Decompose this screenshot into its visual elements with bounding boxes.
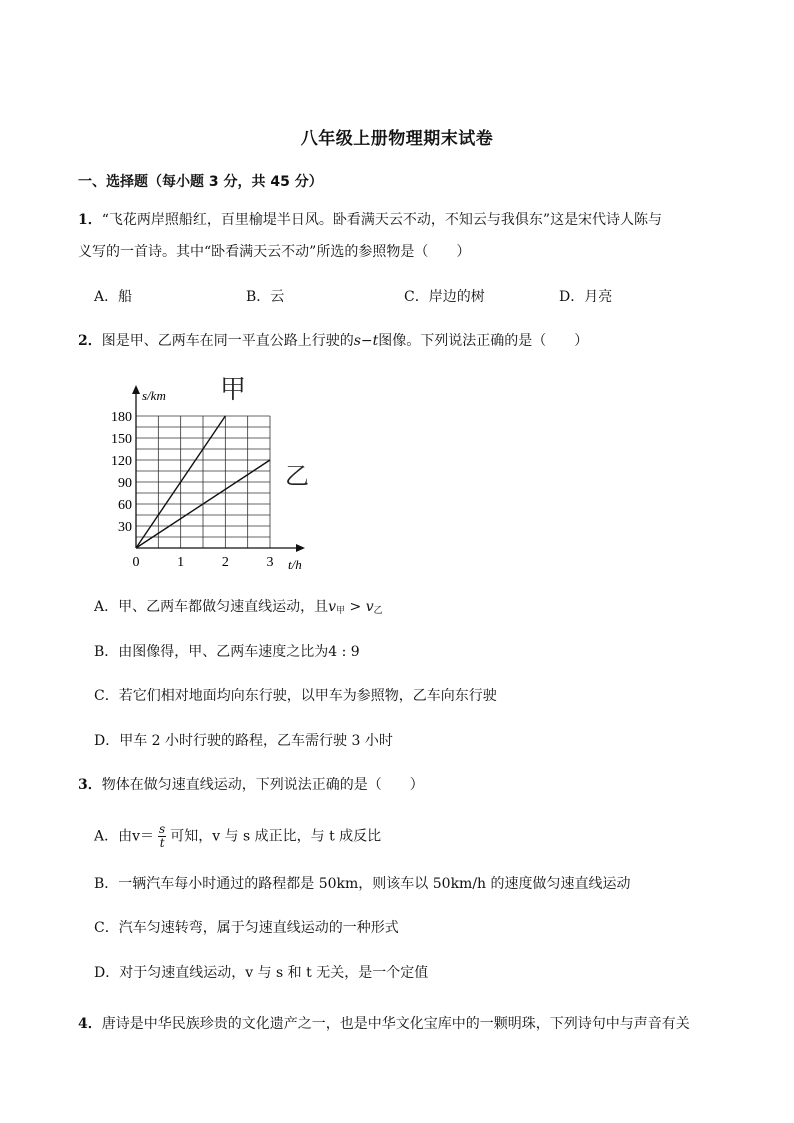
y-tick-label: 180 [111,410,132,425]
fraction-denominator: t [159,836,165,850]
y-tick-label: 120 [111,454,132,469]
question-text: 物体在做匀速直线运动，下列说法正确的是（ ） [101,777,424,793]
section-heading: 一、选择题（每小题 3 分，共 45 分） [78,174,323,190]
option-text: 可知，v 与 s 成正比，与 t 成反比 [170,828,382,845]
question-text: 唐诗是中华民族珍贵的文化遗产之一，也是中华文化宝库中的一颗明珠，下列诗句中与声音有关 [101,1016,690,1032]
option-c: C．岸边的树 [404,289,485,305]
question-number: 1． [78,212,102,228]
question-number: 3． [78,777,102,793]
question-3-option-b: B．一辆汽车每小时通过的路程都是 50km，则该车以 50km/h 的速度做匀速直线运动 [94,876,631,892]
chart-grid [136,416,270,548]
y-tick-label: 90 [118,476,132,491]
option-text: A．由v＝ [94,828,155,845]
variable-v: v [328,599,337,615]
series-name-label: 甲 [220,375,247,405]
x-tick-label: 2 [221,555,229,570]
question-3-option-a [94,823,381,850]
question-number: 4． [78,1016,102,1032]
question-2-stem [78,331,588,351]
question-text: “飞花两岸照船红，百里榆堤半日风。卧看满天云不动，不知云与我俱东”这是宋代诗人陈与 [101,212,663,228]
y-axis-label: s/km [142,388,166,403]
y-tick-label: 30 [118,520,132,535]
variable-s-t: s−t [353,333,379,349]
x-axis-label: t/h [288,557,302,572]
question-3-stem [78,775,424,795]
y-tick-label: 60 [118,498,132,513]
y-axis-arrow [132,385,140,394]
operator: > [345,599,366,615]
s-t-chart [100,370,320,580]
question-text: 图像。下列说法正确的是（ ） [378,333,589,349]
question-2-option-c: C．若它们相对地面均向东行驶，以甲车为参照物，乙车向东行驶 [94,688,497,704]
question-2-option-a [94,597,383,621]
page-title: 八年级上册物理期末试卷 [300,129,494,149]
question-1-line-1 [78,210,662,230]
question-4-line-1 [78,1014,690,1034]
option-b: B．云 [246,289,285,305]
x-tick-label: 1 [177,555,185,570]
option-a: A．船 [94,289,133,305]
question-2-option-d: D．甲车 2 小时行驶的路程，乙车需行驶 3 小时 [94,733,393,749]
question-2-option-b: B．由图像得，甲、乙两车速度之比为4 : 9 [94,644,360,660]
fraction-numerator: s [159,822,166,836]
question-1-line-2: 义写的一首诗。其中“卧看满天云不动”所选的参照物是（ ） [78,244,471,260]
option-text: A．甲、乙两车都做匀速直线运动，且 [94,599,329,615]
x-axis-arrow [296,544,305,552]
subscript: 甲 [336,606,346,616]
option-d: D．月亮 [559,289,613,305]
x-tick-label: 3 [266,555,274,570]
series-name-label: 乙 [285,462,309,490]
question-1-options [94,287,734,307]
subscript: 乙 [373,606,383,616]
question-3-option-c: C．汽车匀速转弯，属于匀速直线运动的一种形式 [94,920,399,936]
question-text: 图是甲、乙两车在同一平直公路上行驶的 [101,333,354,349]
question-3-option-d: D．对于匀速直线运动，v 与 s 和 t 无关，是一个定值 [94,965,429,981]
question-number: 2． [78,333,102,349]
x-tick-label: 0 [132,555,140,570]
variable-v: v [365,599,374,615]
fraction-s-over-t [158,823,166,850]
y-tick-label: 150 [111,432,132,447]
